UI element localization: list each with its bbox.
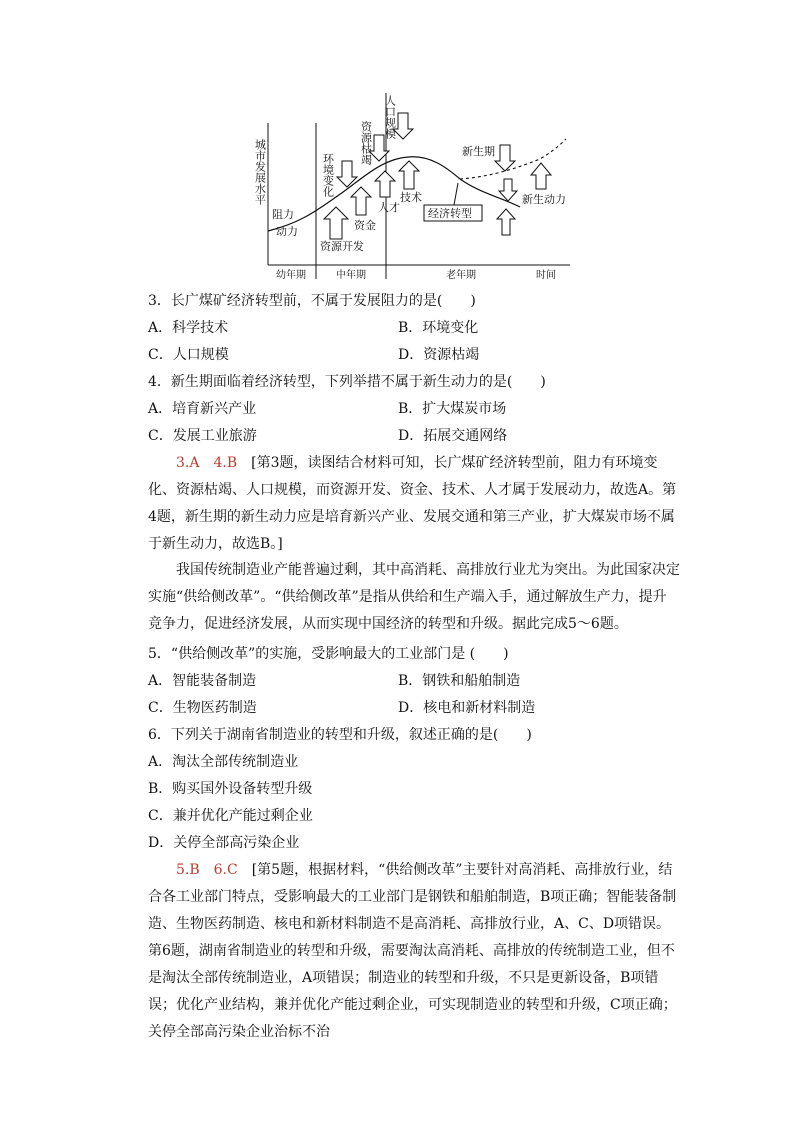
population-label: 人口规模 xyxy=(383,95,397,139)
down-arrow-new-period xyxy=(495,145,515,171)
transition-pointer xyxy=(454,183,458,205)
transition-label: 经济转型 xyxy=(428,207,472,220)
q6-option-a: A．淘汰全部传统制造业 xyxy=(148,754,299,770)
city-development-diagram xyxy=(240,93,600,285)
up-arrow-talent xyxy=(375,171,395,197)
q4-option-d: D．拓展交通网络 xyxy=(398,428,508,444)
capital-label: 资金 xyxy=(354,219,376,232)
stage-middle: 中年期 xyxy=(336,270,366,281)
answer-5-6 xyxy=(148,857,680,1046)
env-change-label: 环境变化 xyxy=(321,153,335,197)
diagram-svg xyxy=(240,93,600,285)
resource-dev-label: 资源开发 xyxy=(320,240,364,253)
up-arrow-capital xyxy=(351,187,371,215)
q4-option-c: C．发展工业旅游 xyxy=(148,428,257,444)
new-period-label: 新生期 xyxy=(462,145,495,158)
down-arrow-new-2 xyxy=(499,179,517,201)
question-6-stem: 6．下列关于湖南省制造业的转型和升级，叙述正确的是( ) xyxy=(148,727,532,743)
material-text: 我国传统制造业产能普遍过剩，其中高消耗、高排放行业尤为突出。为此国家决定实施“供给侧改革”。“供给侧改革”是指从供给和生产端入手，通过解放生产力，提升竞争力，促进经济发展，从而实现中国经济的转型和升级。据此完成5～6题。 xyxy=(148,562,680,632)
q3-option-c: C．人口规模 xyxy=(148,347,229,363)
q3-option-a: A．科学技术 xyxy=(148,320,229,336)
y-axis-label: 城市发展水平 xyxy=(253,139,267,205)
answer-3-4-explanation: [第3题，读图结合材料可知，长广煤矿经济转型前，阻力有环境变化、资源枯竭、人口规模，而资源开发、资金、技术、人才属于发展动力，故选A。第4题，新生期的新生动力应是培育新兴产业、发展交通和第三产业，扩大煤炭市场不属于新生动力，故选B。] xyxy=(148,455,677,552)
q4-option-a: A．培育新兴产业 xyxy=(148,401,257,417)
question-4-stem: 4．新生期面临着经济转型，下列举措不属于新生动力的是( ) xyxy=(148,374,546,390)
q5-option-b: B．钢铁和船舶制造 xyxy=(398,673,521,689)
q3-option-d: D．资源枯竭 xyxy=(398,347,480,363)
q5-option-d: D．核电和新材料制造 xyxy=(398,700,536,716)
answer-3-4 xyxy=(148,450,680,558)
answer-5-6-key: 5.B 6.C xyxy=(176,862,238,878)
up-arrow-new-1 xyxy=(497,209,515,235)
q6-option-b: B．购买国外设备转型升级 xyxy=(148,781,313,797)
x-axis-end-label: 时间 xyxy=(536,270,556,281)
stage-old: 老年期 xyxy=(446,270,476,281)
up-arrow-technology xyxy=(399,161,419,189)
new-power-label: 新生动力 xyxy=(522,193,566,206)
q4-option-b: B．扩大煤炭市场 xyxy=(398,401,507,417)
q6-option-d: D．关停全部高污染企业 xyxy=(148,835,300,851)
q6-option-c: C．兼并优化产能过剩企业 xyxy=(148,808,313,824)
question-3-stem: 3．长广煤矿经济转型前，不属于发展阻力的是( ) xyxy=(148,293,476,309)
resource-depletion-label: 资源枯竭 xyxy=(359,121,373,165)
up-arrow-new-2 xyxy=(531,163,551,189)
q3-option-b: B．环境变化 xyxy=(398,320,479,336)
question-5-stem: 5．“供给侧改革”的实施，受影响最大的工业部门是 ( ) xyxy=(148,646,509,662)
material-paragraph xyxy=(148,557,680,638)
stage-youth: 幼年期 xyxy=(276,270,306,281)
q5-option-a: A．智能装备制造 xyxy=(148,673,257,689)
power-label: 动力 xyxy=(276,225,298,238)
resistance-label: 阻力 xyxy=(272,208,294,221)
talent-label: 人才 xyxy=(378,201,400,214)
technology-label: 技术 xyxy=(400,191,422,204)
q5-option-c: C．生物医药制造 xyxy=(148,700,257,716)
answer-3-4-key: 3.A 4.B xyxy=(176,455,238,471)
answer-5-6-explanation: [第5题，根据材料，“供给侧改革”主要针对高消耗、高排放行业，结合各工业部门特点，受影响最大的工业部门是钢铁和船舶制造，B项正确；智能装备制造、生物医药制造、核电和新材料制造不是高消耗、高排放行业，A、C、D项错误。第6题，湖南省制造业的转型和升级，需要淘汰高消耗、高排放的传统制造工业，但不是淘汰全部传统制造业，A项错误；制造业的转型和升级，不只是更新设备，B项错误；优化产业结构，兼并优化产能过剩企业，可实现制造业的转型和升级，C项正确；关停全部高污染企业治标不治 xyxy=(148,862,677,1040)
up-arrow-resource xyxy=(324,207,348,239)
